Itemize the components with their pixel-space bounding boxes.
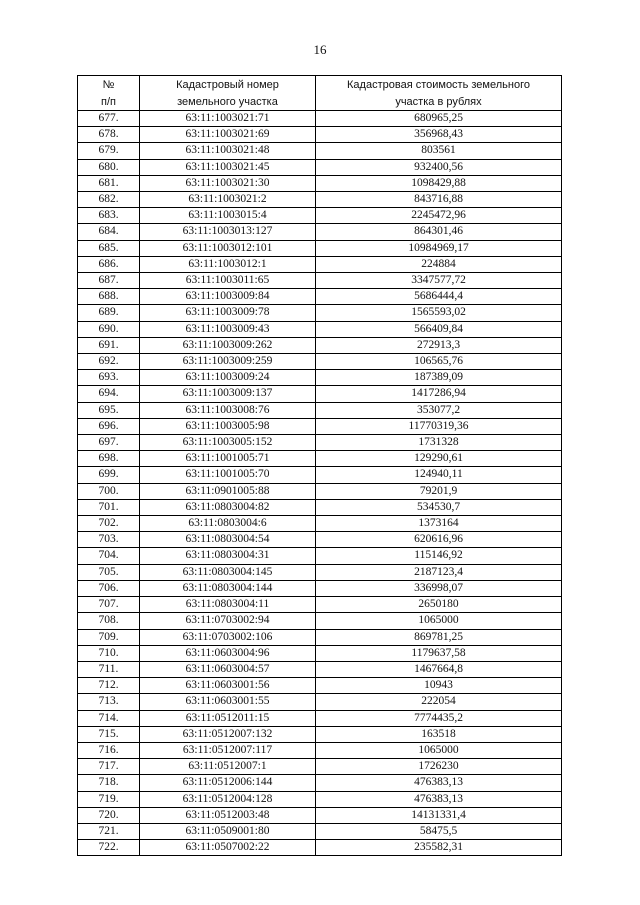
row-number-cell: 713. (78, 694, 140, 710)
cadastral-value-cell: 680965,25 (316, 111, 562, 127)
cadastral-value-cell: 115146,92 (316, 548, 562, 564)
row-number-cell: 700. (78, 483, 140, 499)
cadastral-value-cell: 11770319,36 (316, 418, 562, 434)
cadastral-value-cell: 2650180 (316, 597, 562, 613)
header-cadastral-value-sub: участка в рублях (316, 93, 562, 111)
table-row (78, 516, 562, 532)
cadastral-value-cell: 14131331,4 (316, 807, 562, 823)
table-row (78, 175, 562, 191)
row-number-cell: 693. (78, 370, 140, 386)
table-row (78, 273, 562, 289)
cadastral-value-cell: 3347577,72 (316, 273, 562, 289)
row-number-cell: 688. (78, 289, 140, 305)
table-row (78, 710, 562, 726)
cadastral-number-cell: 63:11:1003011:65 (140, 273, 316, 289)
row-number-cell: 692. (78, 354, 140, 370)
table-row (78, 418, 562, 434)
cadastral-number-cell: 63:11:0803004:145 (140, 564, 316, 580)
cadastral-number-cell: 63:11:0512006:144 (140, 775, 316, 791)
cadastral-number-cell: 63:11:1003021:30 (140, 175, 316, 191)
cadastral-value-cell: 1065000 (316, 742, 562, 758)
cadastral-number-cell: 63:11:0803004:11 (140, 597, 316, 613)
cadastral-value-cell: 1565593,02 (316, 305, 562, 321)
row-number-cell: 677. (78, 111, 140, 127)
table-row (78, 111, 562, 127)
cadastral-number-cell: 63:11:0803004:31 (140, 548, 316, 564)
cadastral-number-cell: 63:11:0803004:54 (140, 532, 316, 548)
cadastral-value-cell: 476383,13 (316, 775, 562, 791)
cadastral-number-cell: 63:11:0901005:88 (140, 483, 316, 499)
row-number-cell: 708. (78, 613, 140, 629)
cadastral-value-cell: 1726230 (316, 759, 562, 775)
cadastral-value-cell: 476383,13 (316, 791, 562, 807)
cadastral-value-cell: 336998,07 (316, 580, 562, 596)
cadastral-number-cell: 63:11:1003015:4 (140, 208, 316, 224)
header-cadastral-number: Кадастровый номер (140, 76, 316, 94)
cadastral-number-cell: 63:11:1003012:101 (140, 240, 316, 256)
cadastral-value-cell: 222054 (316, 694, 562, 710)
table-row (78, 823, 562, 839)
row-number-cell: 719. (78, 791, 140, 807)
table-row (78, 775, 562, 791)
cadastral-number-cell: 63:11:1003021:2 (140, 192, 316, 208)
header-cadastral-value: Кадастровая стоимость земельного (316, 76, 562, 94)
table-row (78, 305, 562, 321)
table-row (78, 224, 562, 240)
cadastral-number-cell: 63:11:1003009:137 (140, 386, 316, 402)
cadastral-number-cell: 63:11:0509001:80 (140, 823, 316, 839)
cadastral-number-cell: 63:11:1003021:48 (140, 143, 316, 159)
row-number-cell: 686. (78, 256, 140, 272)
row-number-cell: 682. (78, 192, 140, 208)
cadastral-value-cell: 803561 (316, 143, 562, 159)
row-number-cell: 694. (78, 386, 140, 402)
cadastral-number-cell: 63:11:1003009:43 (140, 321, 316, 337)
row-number-cell: 718. (78, 775, 140, 791)
table-row (78, 759, 562, 775)
row-number-cell: 698. (78, 451, 140, 467)
cadastral-value-cell: 1467664,8 (316, 661, 562, 677)
table-row (78, 240, 562, 256)
table-header (78, 76, 562, 111)
cadastral-number-cell: 63:11:1003012:1 (140, 256, 316, 272)
table-row (78, 127, 562, 143)
cadastral-number-cell: 63:11:0512004:128 (140, 791, 316, 807)
table-row (78, 321, 562, 337)
row-number-cell: 702. (78, 516, 140, 532)
cadastral-value-cell: 864301,46 (316, 224, 562, 240)
table-row (78, 645, 562, 661)
cadastral-number-cell: 63:11:1003021:71 (140, 111, 316, 127)
table-row (78, 580, 562, 596)
cadastral-value-cell: 235582,31 (316, 840, 562, 856)
row-number-cell: 716. (78, 742, 140, 758)
cadastral-value-cell: 58475,5 (316, 823, 562, 839)
table-row (78, 613, 562, 629)
cadastral-number-cell: 63:11:0603004:96 (140, 645, 316, 661)
cadastral-value-cell: 1731328 (316, 435, 562, 451)
table-row (78, 256, 562, 272)
cadastral-value-cell: 79201,9 (316, 483, 562, 499)
cadastral-value-cell: 534530,7 (316, 499, 562, 515)
table-row (78, 678, 562, 694)
cadastral-number-cell: 63:11:1003009:24 (140, 370, 316, 386)
cadastral-number-cell: 63:11:1003008:76 (140, 402, 316, 418)
cadastral-number-cell: 63:11:1001005:70 (140, 467, 316, 483)
cadastral-value-cell: 1098429,88 (316, 175, 562, 191)
table-body (78, 111, 562, 856)
table-row (78, 742, 562, 758)
table-row (78, 159, 562, 175)
cadastral-number-cell: 63:11:0603001:55 (140, 694, 316, 710)
cadastral-number-cell: 63:11:1001005:71 (140, 451, 316, 467)
row-number-cell: 687. (78, 273, 140, 289)
cadastral-value-cell: 187389,09 (316, 370, 562, 386)
table-row (78, 402, 562, 418)
cadastral-value-cell: 224884 (316, 256, 562, 272)
cadastral-value-cell: 932400,56 (316, 159, 562, 175)
table-row (78, 192, 562, 208)
cadastral-number-cell: 63:11:1003021:69 (140, 127, 316, 143)
table-row (78, 661, 562, 677)
cadastral-number-cell: 63:11:1003021:45 (140, 159, 316, 175)
row-number-cell: 706. (78, 580, 140, 596)
table-row (78, 354, 562, 370)
table-row (78, 791, 562, 807)
row-number-cell: 712. (78, 678, 140, 694)
cadastral-value-cell: 566409,84 (316, 321, 562, 337)
row-number-cell: 699. (78, 467, 140, 483)
cadastral-number-cell: 63:11:0703002:94 (140, 613, 316, 629)
cadastral-value-cell: 129290,61 (316, 451, 562, 467)
row-number-cell: 704. (78, 548, 140, 564)
table-row (78, 289, 562, 305)
table-row (78, 564, 562, 580)
cadastral-value-cell: 10943 (316, 678, 562, 694)
row-number-cell: 721. (78, 823, 140, 839)
row-number-cell: 722. (78, 840, 140, 856)
cadastral-value-cell: 869781,25 (316, 629, 562, 645)
cadastral-value-cell: 1373164 (316, 516, 562, 532)
row-number-cell: 715. (78, 726, 140, 742)
row-number-cell: 679. (78, 143, 140, 159)
cadastral-value-cell: 106565,76 (316, 354, 562, 370)
header-cadastral-number-sub: земельного участка (140, 93, 316, 111)
cadastral-number-cell: 63:11:0512003:48 (140, 807, 316, 823)
cadastral-number-cell: 63:11:1003005:152 (140, 435, 316, 451)
row-number-cell: 707. (78, 597, 140, 613)
row-number-cell: 680. (78, 159, 140, 175)
row-number-cell: 714. (78, 710, 140, 726)
row-number-cell: 695. (78, 402, 140, 418)
table-row (78, 499, 562, 515)
cadastral-number-cell: 63:11:1003009:259 (140, 354, 316, 370)
row-number-cell: 705. (78, 564, 140, 580)
cadastral-number-cell: 63:11:0507002:22 (140, 840, 316, 856)
cadastral-number-cell: 63:11:0803004:82 (140, 499, 316, 515)
cadastral-table (77, 75, 562, 856)
cadastral-value-cell: 1179637,58 (316, 645, 562, 661)
cadastral-number-cell: 63:11:0512007:132 (140, 726, 316, 742)
cadastral-value-cell: 356968,43 (316, 127, 562, 143)
page-number: 16 (313, 42, 327, 57)
cadastral-value-cell: 620616,96 (316, 532, 562, 548)
row-number-cell: 681. (78, 175, 140, 191)
table-row (78, 370, 562, 386)
table-row (78, 807, 562, 823)
row-number-cell: 683. (78, 208, 140, 224)
table-row (78, 143, 562, 159)
row-number-cell: 689. (78, 305, 140, 321)
cadastral-number-cell: 63:11:1003009:262 (140, 337, 316, 353)
table-row (78, 208, 562, 224)
table-row (78, 451, 562, 467)
cadastral-value-cell: 843716,88 (316, 192, 562, 208)
cadastral-number-cell: 63:11:0703002:106 (140, 629, 316, 645)
header-row-1 (78, 76, 562, 94)
table-row (78, 532, 562, 548)
cadastral-number-cell: 63:11:1003013:127 (140, 224, 316, 240)
cadastral-value-cell: 124940,11 (316, 467, 562, 483)
row-number-cell: 684. (78, 224, 140, 240)
table-row (78, 726, 562, 742)
cadastral-number-cell: 63:11:1003009:78 (140, 305, 316, 321)
table-row (78, 435, 562, 451)
table-row (78, 483, 562, 499)
header-number: № (78, 76, 140, 94)
cadastral-number-cell: 63:11:0512007:1 (140, 759, 316, 775)
cadastral-number-cell: 63:11:0803004:144 (140, 580, 316, 596)
row-number-cell: 703. (78, 532, 140, 548)
header-row-2 (78, 93, 562, 111)
table-row (78, 629, 562, 645)
row-number-cell: 690. (78, 321, 140, 337)
cadastral-value-cell: 272913,3 (316, 337, 562, 353)
table-row (78, 694, 562, 710)
cadastral-value-cell: 163518 (316, 726, 562, 742)
cadastral-number-cell: 63:11:1003005:98 (140, 418, 316, 434)
cadastral-number-cell: 63:11:0603001:56 (140, 678, 316, 694)
cadastral-value-cell: 7774435,2 (316, 710, 562, 726)
header-number-sub: п/п (78, 93, 140, 111)
row-number-cell: 717. (78, 759, 140, 775)
cadastral-number-cell: 63:11:0512007:117 (140, 742, 316, 758)
row-number-cell: 701. (78, 499, 140, 515)
cadastral-value-cell: 2187123,4 (316, 564, 562, 580)
row-number-cell: 709. (78, 629, 140, 645)
row-number-cell: 711. (78, 661, 140, 677)
cadastral-number-cell: 63:11:0603004:57 (140, 661, 316, 677)
row-number-cell: 720. (78, 807, 140, 823)
table-row (78, 840, 562, 856)
cadastral-number-cell: 63:11:1003009:84 (140, 289, 316, 305)
cadastral-value-cell: 1065000 (316, 613, 562, 629)
row-number-cell: 685. (78, 240, 140, 256)
cadastral-value-cell: 2245472,96 (316, 208, 562, 224)
cadastral-value-cell: 1417286,94 (316, 386, 562, 402)
row-number-cell: 710. (78, 645, 140, 661)
row-number-cell: 696. (78, 418, 140, 434)
cadastral-number-cell: 63:11:0512011:15 (140, 710, 316, 726)
cadastral-value-cell: 5686444,4 (316, 289, 562, 305)
cadastral-number-cell: 63:11:0803004:6 (140, 516, 316, 532)
table-row (78, 386, 562, 402)
table-row (78, 467, 562, 483)
row-number-cell: 678. (78, 127, 140, 143)
row-number-cell: 697. (78, 435, 140, 451)
cadastral-value-cell: 353077,2 (316, 402, 562, 418)
cadastral-value-cell: 10984969,17 (316, 240, 562, 256)
table-row (78, 597, 562, 613)
row-number-cell: 691. (78, 337, 140, 353)
table-row (78, 548, 562, 564)
table-row (78, 337, 562, 353)
